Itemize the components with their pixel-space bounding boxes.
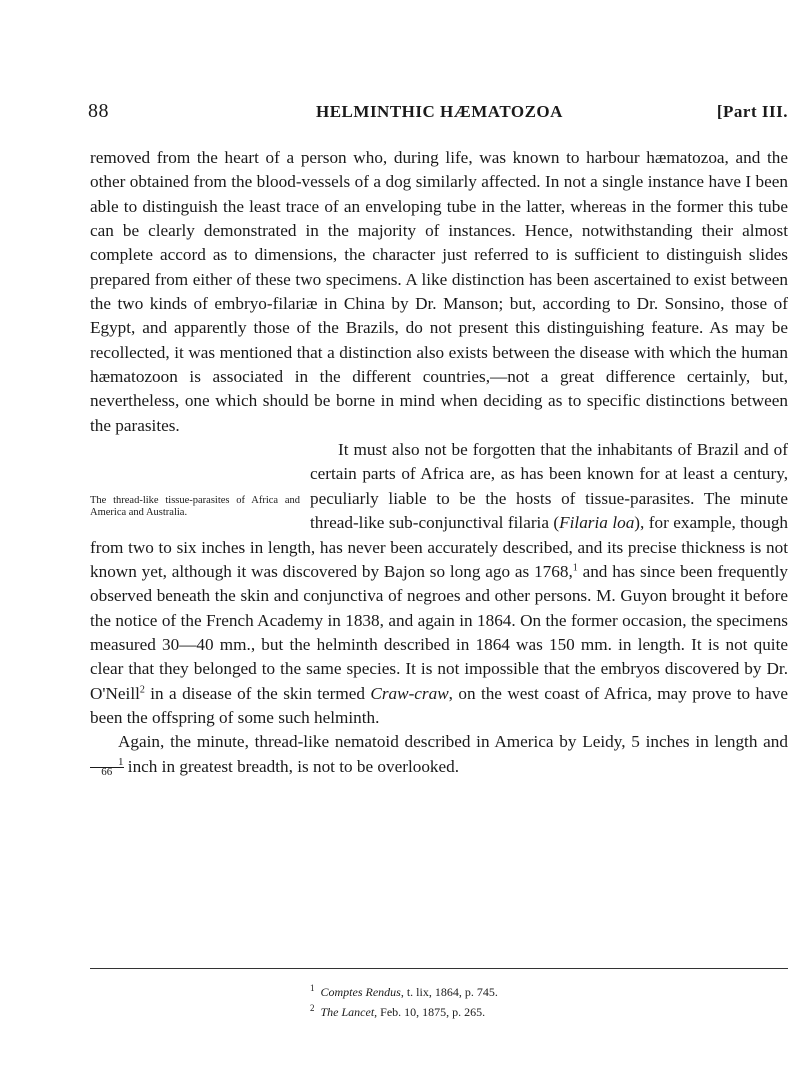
footnote-divider bbox=[90, 968, 788, 969]
species-name: Filaria loa bbox=[559, 513, 635, 533]
paragraph-1: removed from the heart of a person who, during life, was known to harbour hæmatozoa, and the other obtained from the blood-vessels of a dog similarly affected. In not a single instance have I been able to distinguish the least trace of an enveloping tube in the latter, whereas in the former this tube can be clearly demonstrated in the majority of instances. Hence, notwithstanding their almost complete accord as to dimensions, the character just referred to is sufficient to distinguish slides prepared from either of these two specimens. A like distinction has been ascertained to exist between the two kinds of embryo-filariæ in China by Dr. Manson; but, according to Dr. Sonsino, those of Egypt, and apparently those of the Brazils, do not present this distinguishing feature. As may be recollected, it was mentioned that a distinction also exists between the disease with which the human hæmatozoon is associated in the different countries,—not a great difference certainly, but, nevertheless, one which should be borne in mind when deciding as to specific distinctions between the parasites. bbox=[90, 148, 788, 435]
paragraph-3: Again, the minute, thread-like nematoid described in America by Leidy, 5 inches in length and $\frac{1}{66}$ inch in greatest breadth, is not to be overlooked. bbox=[90, 730, 788, 779]
fraction: $\frac{1}{66}$ bbox=[90, 758, 124, 777]
footnote-1: $^1$ Comptes Rendus, t. lix, 1864, p. 745. bbox=[310, 983, 498, 999]
running-header bbox=[88, 100, 788, 126]
margin-sidenote: The thread-like tissue-parasites of Africa and America and Australia. bbox=[90, 495, 300, 519]
paragraph-2-wrap bbox=[90, 438, 788, 730]
page-number: 88 bbox=[88, 100, 109, 122]
paragraph-2: It must also not be forgotten that the inhabitants of Brazil and of certain parts of Africa are, as has been known for at least a century, peculiarly liable to be the hosts of tissue-parasites. The minute thread-like sub-conjunctival filaria (Filaria loa), for example, though from two to six inches in length, has never been accurately described, and its precise thickness is not known yet, although it was discovered by Bajon so long ago as 1768,$^1$ and has since been frequently observed beneath the skin and conjunctiva of negroes and other persons. M. Guyon brought it before the notice of the French Academy in 1838, and again in 1864. On the former occasion, the specimens measured 30—40 mm., but the helminth described in 1864 was 150 mm. in length. It is not quite clear that they belonged to the same species. It is not impossible that the embryos discovered by Dr. O'Neill$^2$ in a disease of the skin termed Craw-craw, on the west coast of Africa, may prove to have been the offspring of some such helminth. bbox=[90, 440, 789, 727]
footnote-ref-2[interactable]: 2 bbox=[139, 683, 145, 695]
footnote-ref-1[interactable]: 1 bbox=[572, 562, 578, 574]
part-label: [Part III. bbox=[716, 102, 788, 121]
body-text bbox=[90, 146, 788, 779]
footnote-2: $^2$ The Lancet, Feb. 10, 1875, p. 265. bbox=[310, 1003, 486, 1019]
running-title: HELMINTHIC HÆMATOZOA bbox=[316, 102, 563, 121]
disease-name: Craw-craw bbox=[370, 683, 449, 703]
footnotes bbox=[310, 980, 770, 1020]
